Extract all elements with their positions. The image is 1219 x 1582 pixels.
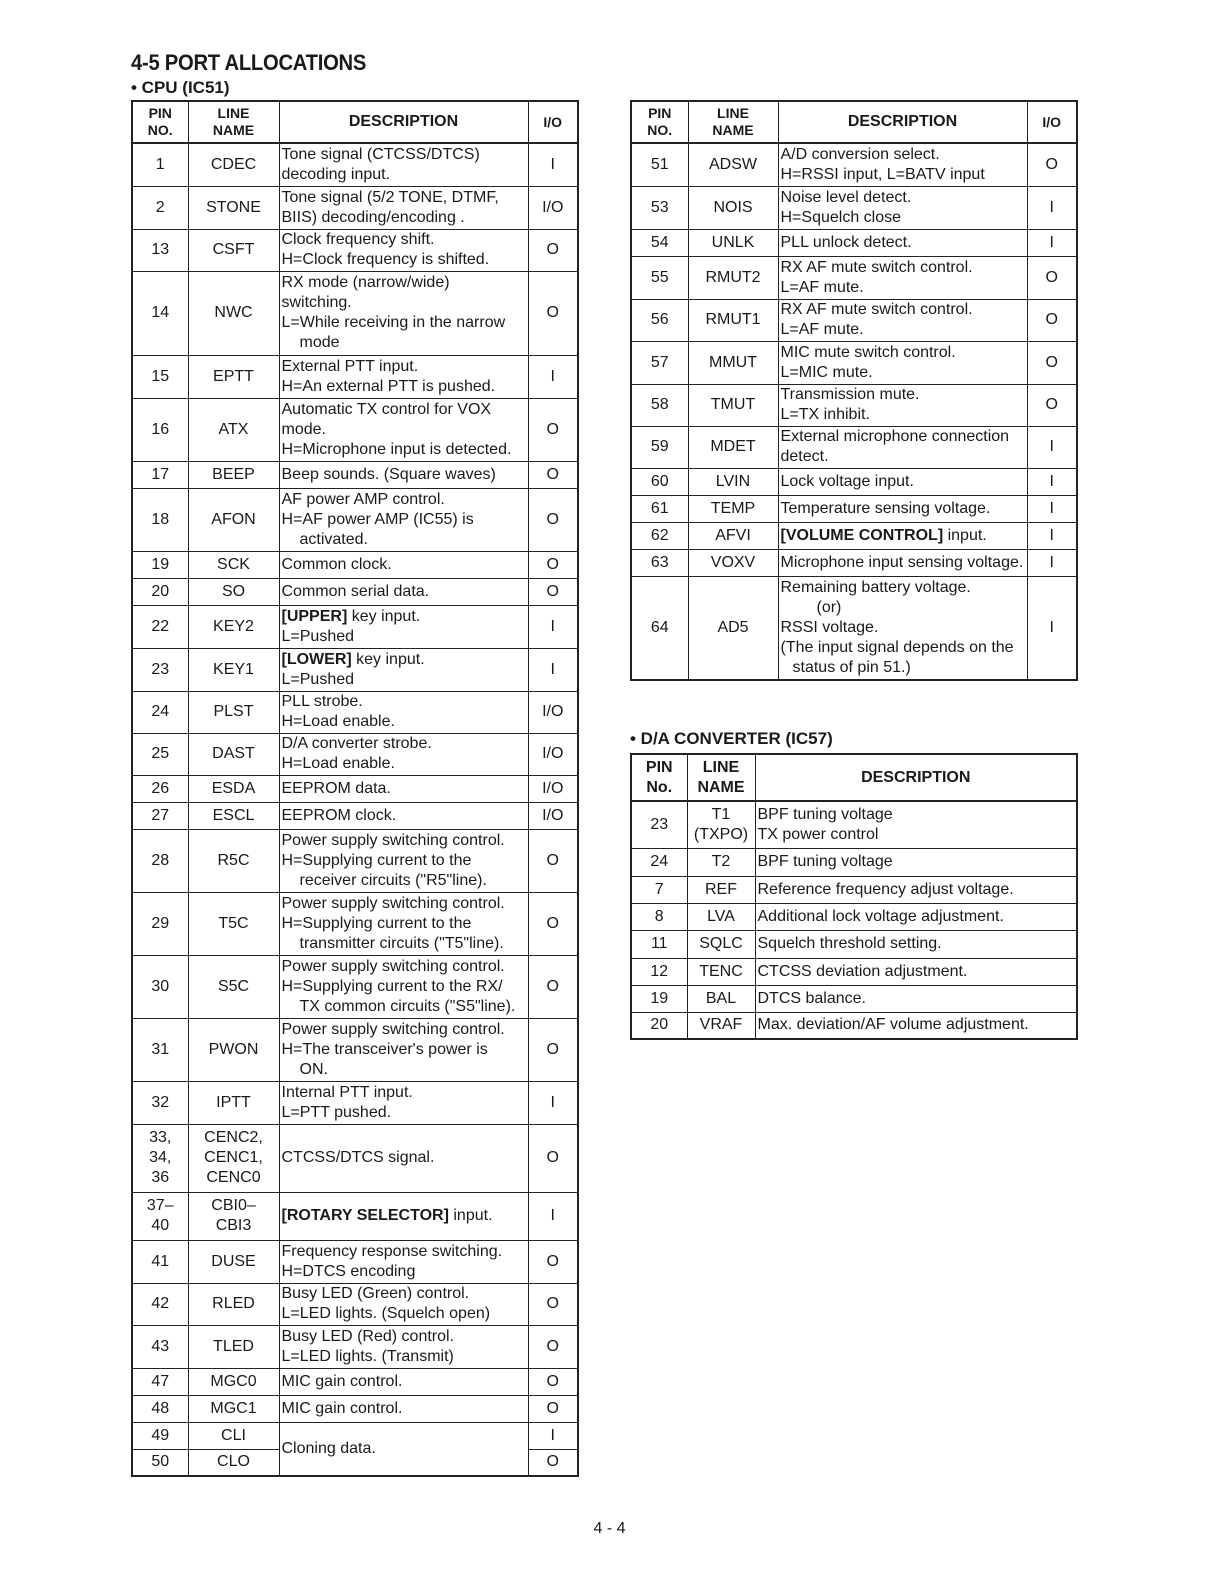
description: Temperature sensing voltage.	[778, 495, 1027, 522]
pin-number: 60	[631, 468, 688, 495]
table-row	[132, 1240, 578, 1283]
cpu-port-table-left	[131, 100, 579, 1477]
description: PLL strobe. H=Load enable.	[279, 691, 528, 733]
table-row	[631, 384, 1077, 426]
table-row	[631, 930, 1077, 958]
pin-number: 18	[132, 488, 188, 551]
line-name-header: LINE NAME	[188, 101, 279, 143]
pin-number: 56	[631, 299, 688, 341]
table-row	[631, 958, 1077, 985]
table-row	[631, 801, 1077, 848]
description: Noise level detect. H=Squelch close	[778, 186, 1027, 229]
table-row	[132, 955, 578, 1018]
table-row	[132, 551, 578, 578]
line-name: ESDA	[188, 775, 279, 802]
pin-number: 24	[132, 691, 188, 733]
io-direction: O	[528, 1395, 578, 1422]
dac-section-heading: • D/A CONVERTER (IC57)	[630, 729, 833, 748]
io-direction: I/O	[528, 802, 578, 829]
table-row	[132, 1018, 578, 1081]
pin-number: 15	[132, 355, 188, 398]
description-header: DESCRIPTION	[755, 754, 1077, 801]
io-direction: I/O	[528, 775, 578, 802]
io-direction: O	[528, 398, 578, 461]
table-row	[631, 495, 1077, 522]
table-row	[132, 829, 578, 892]
line-name: AFVI	[688, 522, 778, 549]
pin-number: 51	[631, 143, 688, 186]
line-name: R5C	[188, 829, 279, 892]
table-row	[132, 1422, 578, 1449]
table-row	[132, 605, 578, 648]
line-name: NOIS	[688, 186, 778, 229]
pin-number: 12	[631, 958, 687, 985]
table-row	[132, 691, 578, 733]
table-row	[631, 143, 1077, 186]
line-name: VRAF	[687, 1012, 755, 1039]
line-name-header: LINE NAME	[688, 101, 778, 143]
line-name: TMUT	[688, 384, 778, 426]
description: [UPPER] key input. L=Pushed	[279, 605, 528, 648]
line-name: DAST	[188, 733, 279, 775]
table-row	[132, 1124, 578, 1192]
table-row	[631, 186, 1077, 229]
description: Internal PTT input. L=PTT pushed.	[279, 1081, 528, 1124]
description-header: DESCRIPTION	[778, 101, 1027, 143]
pin-number: 16	[132, 398, 188, 461]
line-name: BAL	[687, 985, 755, 1012]
io-direction: O	[528, 1018, 578, 1081]
line-name: DUSE	[188, 1240, 279, 1283]
table-row	[631, 426, 1077, 468]
description: [LOWER] key input. L=Pushed	[279, 648, 528, 691]
description: External PTT input. H=An external PTT is pushed.	[279, 355, 528, 398]
table-row	[132, 892, 578, 955]
pin-number: 47	[132, 1368, 188, 1395]
table-row	[132, 1395, 578, 1422]
line-name: TLED	[188, 1325, 279, 1368]
pin-number: 41	[132, 1240, 188, 1283]
pin-number: 30	[132, 955, 188, 1018]
description: [ROTARY SELECTOR] input.	[279, 1192, 528, 1240]
line-name: ATX	[188, 398, 279, 461]
pin-number: 19	[631, 985, 687, 1012]
description: EEPROM data.	[279, 775, 528, 802]
cpu-section-heading: • CPU (IC51)	[131, 78, 230, 97]
table-header-row	[631, 754, 1077, 801]
pin-number: 7	[631, 876, 687, 903]
pin-number: 19	[132, 551, 188, 578]
table-row	[631, 876, 1077, 903]
line-name: ESCL	[188, 802, 279, 829]
io-direction: O	[528, 229, 578, 271]
io-direction: O	[528, 271, 578, 355]
line-name: PLST	[188, 691, 279, 733]
table-row	[132, 461, 578, 488]
table-header-row	[631, 101, 1077, 143]
pin-no-header: PIN No.	[631, 754, 687, 801]
io-direction: O	[528, 1240, 578, 1283]
io-direction: O	[528, 1283, 578, 1325]
pin-number: 31	[132, 1018, 188, 1081]
pin-number: 25	[132, 733, 188, 775]
io-direction: I	[528, 648, 578, 691]
page-title: 4-5 PORT ALLOCATIONS	[131, 50, 367, 75]
table-row	[132, 733, 578, 775]
line-name: LVIN	[688, 468, 778, 495]
description: CTCSS deviation adjustment.	[755, 958, 1077, 985]
line-name: VOXV	[688, 549, 778, 576]
pin-number: 27	[132, 802, 188, 829]
description: Microphone input sensing voltage.	[778, 549, 1027, 576]
pin-no-header: PIN NO.	[631, 101, 688, 143]
line-name: BEEP	[188, 461, 279, 488]
io-direction: I	[1027, 522, 1077, 549]
io-direction: O	[528, 1325, 578, 1368]
line-name: STONE	[188, 186, 279, 229]
pin-number: 28	[132, 829, 188, 892]
table-row	[132, 578, 578, 605]
io-direction: I	[1027, 549, 1077, 576]
table-row	[132, 1325, 578, 1368]
description: Power supply switching control. H=The transceiver's power is ON.	[279, 1018, 528, 1081]
line-name: NWC	[188, 271, 279, 355]
table-header-row	[132, 101, 578, 143]
description: BPF tuning voltage	[755, 848, 1077, 876]
io-direction: O	[1027, 256, 1077, 299]
description: Automatic TX control for VOX mode. H=Microphone input is detected.	[279, 398, 528, 461]
line-name: CSFT	[188, 229, 279, 271]
description: Common serial data.	[279, 578, 528, 605]
io-direction: O	[1027, 341, 1077, 384]
pin-number: 26	[132, 775, 188, 802]
pin-number: 42	[132, 1283, 188, 1325]
table-row	[631, 468, 1077, 495]
io-direction: O	[1027, 384, 1077, 426]
description: MIC mute switch control. L=MIC mute.	[778, 341, 1027, 384]
pin-no-header: PIN NO.	[132, 101, 188, 143]
line-name: MGC0	[188, 1368, 279, 1395]
pin-number: 59	[631, 426, 688, 468]
io-direction: I	[1027, 186, 1077, 229]
line-name: MGC1	[188, 1395, 279, 1422]
description: Power supply switching control. H=Supplying current to the receiver circuits ("R5"line).	[279, 829, 528, 892]
pin-number: 58	[631, 384, 688, 426]
description: AF power AMP control. H=AF power AMP (IC55) is activated.	[279, 488, 528, 551]
io-header: I/O	[528, 101, 578, 143]
line-name: ADSW	[688, 143, 778, 186]
table-row	[631, 985, 1077, 1012]
pin-number: 24	[631, 848, 687, 876]
description: MIC gain control.	[279, 1395, 528, 1422]
pin-number: 64	[631, 576, 688, 680]
io-direction: I	[528, 143, 578, 186]
description: Lock voltage input.	[778, 468, 1027, 495]
pin-number: 48	[132, 1395, 188, 1422]
description: Frequency response switching. H=DTCS encoding	[279, 1240, 528, 1283]
description: MIC gain control.	[279, 1368, 528, 1395]
line-name: KEY2	[188, 605, 279, 648]
table-row	[132, 355, 578, 398]
pin-number: 22	[132, 605, 188, 648]
description: Clock frequency shift. H=Clock frequency is shifted.	[279, 229, 528, 271]
description: RX AF mute switch control. L=AF mute.	[778, 256, 1027, 299]
table-row	[631, 549, 1077, 576]
description: Busy LED (Green) control. L=LED lights. (Squelch open)	[279, 1283, 528, 1325]
table-row	[132, 1192, 578, 1240]
io-direction: O	[528, 1449, 578, 1476]
pin-number: 13	[132, 229, 188, 271]
pin-number: 43	[132, 1325, 188, 1368]
pin-number: 23	[631, 801, 687, 848]
line-name: CBI0– CBI3	[188, 1192, 279, 1240]
description: Busy LED (Red) control. L=LED lights. (Transmit)	[279, 1325, 528, 1368]
description: EEPROM clock.	[279, 802, 528, 829]
pin-number: 37– 40	[132, 1192, 188, 1240]
line-name: REF	[687, 876, 755, 903]
io-direction: O	[528, 461, 578, 488]
line-name: MDET	[688, 426, 778, 468]
io-direction: I	[528, 1192, 578, 1240]
io-direction: O	[528, 578, 578, 605]
description: RX mode (narrow/wide) switching. L=While receiving in the narrow mode	[279, 271, 528, 355]
table-row	[132, 229, 578, 271]
description: PLL unlock detect.	[778, 229, 1027, 256]
line-name: T1 (TXPO)	[687, 801, 755, 848]
io-direction: I	[1027, 576, 1077, 680]
line-name: KEY1	[188, 648, 279, 691]
pin-number: 62	[631, 522, 688, 549]
io-direction: O	[528, 551, 578, 578]
pin-number: 61	[631, 495, 688, 522]
io-direction: I	[528, 605, 578, 648]
description-header: DESCRIPTION	[279, 101, 528, 143]
table-row	[631, 229, 1077, 256]
table-row	[631, 522, 1077, 549]
description: Power supply switching control. H=Supplying current to the RX/ TX common circuits ("S5"line).	[279, 955, 528, 1018]
pin-number: 53	[631, 186, 688, 229]
cpu-port-table-right	[630, 100, 1078, 681]
description: D/A converter strobe. H=Load enable.	[279, 733, 528, 775]
table-row	[132, 488, 578, 551]
table-row	[631, 256, 1077, 299]
line-name: S5C	[188, 955, 279, 1018]
pin-number: 23	[132, 648, 188, 691]
description: Squelch threshold setting.	[755, 930, 1077, 958]
pin-number: 20	[631, 1012, 687, 1039]
table-row	[132, 271, 578, 355]
io-direction: I	[528, 1081, 578, 1124]
description: DTCS balance.	[755, 985, 1077, 1012]
description: Beep sounds. (Square waves)	[279, 461, 528, 488]
pin-number: 49	[132, 1422, 188, 1449]
line-name: AFON	[188, 488, 279, 551]
io-direction: O	[528, 1368, 578, 1395]
table-row	[132, 648, 578, 691]
pin-number: 63	[631, 549, 688, 576]
pin-number: 55	[631, 256, 688, 299]
description: RX AF mute switch control. L=AF mute.	[778, 299, 1027, 341]
pin-number: 8	[631, 903, 687, 930]
table-row	[631, 1012, 1077, 1039]
io-direction: O	[1027, 299, 1077, 341]
line-name: RLED	[188, 1283, 279, 1325]
table-row	[631, 848, 1077, 876]
io-direction: O	[528, 892, 578, 955]
description: Additional lock voltage adjustment.	[755, 903, 1077, 930]
table-row	[132, 1283, 578, 1325]
io-direction: O	[528, 1124, 578, 1192]
description: CTCSS/DTCS signal.	[279, 1124, 528, 1192]
table-row	[132, 143, 578, 186]
line-name: TENC	[687, 958, 755, 985]
table-row	[631, 903, 1077, 930]
line-name: CENC2, CENC1, CENC0	[188, 1124, 279, 1192]
table-row	[132, 186, 578, 229]
line-name: IPTT	[188, 1081, 279, 1124]
description: Tone signal (CTCSS/DTCS) decoding input.	[279, 143, 528, 186]
description: Reference frequency adjust voltage.	[755, 876, 1077, 903]
line-name: SQLC	[687, 930, 755, 958]
pin-number: 32	[132, 1081, 188, 1124]
line-name: SO	[188, 578, 279, 605]
pin-number: 2	[132, 186, 188, 229]
pin-number: 29	[132, 892, 188, 955]
line-name: SCK	[188, 551, 279, 578]
table-row	[132, 1081, 578, 1124]
table-row	[631, 341, 1077, 384]
io-header: I/O	[1027, 101, 1077, 143]
pin-number: 1	[132, 143, 188, 186]
line-name: RMUT2	[688, 256, 778, 299]
description: Max. deviation/AF volume adjustment.	[755, 1012, 1077, 1039]
table-row	[132, 1368, 578, 1395]
description: BPF tuning voltage TX power control	[755, 801, 1077, 848]
io-direction: I	[1027, 495, 1077, 522]
pin-number: 33, 34, 36	[132, 1124, 188, 1192]
description: A/D conversion select. H=RSSI input, L=BATV input	[778, 143, 1027, 186]
line-name: AD5	[688, 576, 778, 680]
dac-port-table	[630, 753, 1078, 1040]
table-row	[132, 802, 578, 829]
pin-number: 54	[631, 229, 688, 256]
pin-number: 14	[132, 271, 188, 355]
io-direction: O	[528, 488, 578, 551]
io-direction: O	[528, 829, 578, 892]
line-name-header: LINE NAME	[687, 754, 755, 801]
io-direction: I	[528, 1422, 578, 1449]
pin-number: 11	[631, 930, 687, 958]
pin-number: 20	[132, 578, 188, 605]
pin-number: 50	[132, 1449, 188, 1476]
description: Tone signal (5/2 TONE, DTMF, BIIS) decoding/encoding .	[279, 186, 528, 229]
line-name: CDEC	[188, 143, 279, 186]
io-direction: I	[1027, 426, 1077, 468]
description: Common clock.	[279, 551, 528, 578]
page-number: 4 - 4	[593, 1520, 626, 1537]
line-name: PWON	[188, 1018, 279, 1081]
description: Power supply switching control. H=Supplying current to the transmitter circuits ("T5"line).	[279, 892, 528, 955]
line-name: CLI	[188, 1422, 279, 1449]
line-name: UNLK	[688, 229, 778, 256]
table-row	[631, 299, 1077, 341]
table-row	[631, 576, 1077, 680]
io-direction: I/O	[528, 733, 578, 775]
line-name: RMUT1	[688, 299, 778, 341]
line-name: CLO	[188, 1449, 279, 1476]
io-direction: I/O	[528, 691, 578, 733]
io-direction: I	[528, 355, 578, 398]
pin-number: 57	[631, 341, 688, 384]
description: Transmission mute. L=TX inhibit.	[778, 384, 1027, 426]
description: Remaining battery voltage. (or) RSSI voltage. (The input signal depends on the status of pin 51.)	[778, 576, 1027, 680]
description: Cloning data.	[279, 1422, 528, 1476]
line-name: MMUT	[688, 341, 778, 384]
io-direction: O	[528, 955, 578, 1018]
line-name: TEMP	[688, 495, 778, 522]
line-name: LVA	[687, 903, 755, 930]
io-direction: I	[1027, 229, 1077, 256]
io-direction: I	[1027, 468, 1077, 495]
line-name: T2	[687, 848, 755, 876]
description: [VOLUME CONTROL] input.	[778, 522, 1027, 549]
description: External microphone connection detect.	[778, 426, 1027, 468]
line-name: T5C	[188, 892, 279, 955]
pin-number: 17	[132, 461, 188, 488]
io-direction: O	[1027, 143, 1077, 186]
table-row	[132, 775, 578, 802]
line-name: EPTT	[188, 355, 279, 398]
io-direction: I/O	[528, 186, 578, 229]
table-row	[132, 398, 578, 461]
